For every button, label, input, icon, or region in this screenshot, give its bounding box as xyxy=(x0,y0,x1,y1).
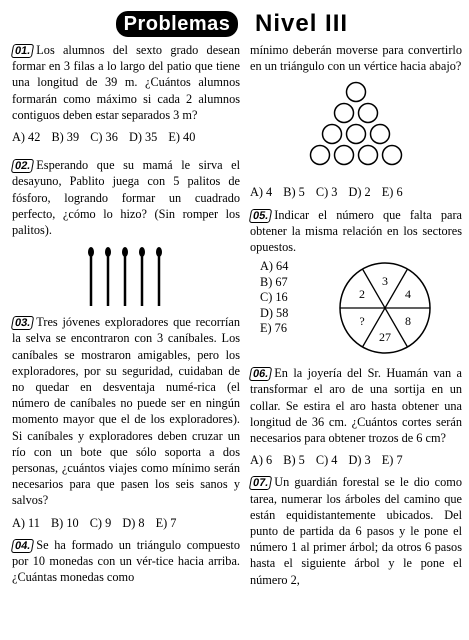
option-a: A) 42 xyxy=(12,130,41,145)
answer-options xyxy=(250,184,462,200)
option-a: A) 4 xyxy=(250,185,273,200)
coin xyxy=(359,146,378,165)
answer-options xyxy=(250,452,462,468)
problem-06 xyxy=(250,365,462,468)
matchstick-4 xyxy=(139,247,145,306)
option-a: A) 64 xyxy=(260,259,289,274)
problem-text: Los alumnos del sexto grado desean formar en 3 filas a lo largo del patio que tiene una longitud de 39 m. ¿Cuántos alumnos formarán como máximo si cada 2 alumnos contiguos deben estar separados 3 m? xyxy=(12,43,240,122)
wheel-sector-top-right: 4 xyxy=(405,287,411,302)
coin xyxy=(371,125,390,144)
option-b: B) 10 xyxy=(50,515,79,530)
problem-text: Indicar el número que falta para obtener la misma relación en los sectores opuestos. xyxy=(250,207,462,255)
problem-04 xyxy=(12,537,240,586)
wheel-sector-top-left: 2 xyxy=(359,287,365,302)
problem-07 xyxy=(250,474,462,587)
option-e: E) 76 xyxy=(260,321,287,336)
problem-text: Un guardián forestal se le dio como tarea, numerar los árboles del camino que están equidistantemente ubicados. Del punto de partida da 6 pasos y le pone el número 1 al primer árbol; da otros 6 pasos hasta el siguiente árbol y le pone el número 2, xyxy=(250,475,462,587)
coin xyxy=(311,146,330,165)
problem-03 xyxy=(12,314,240,531)
coin xyxy=(383,146,402,165)
problem-number: 04. xyxy=(11,539,35,553)
problem-02 xyxy=(12,157,240,308)
option-c: C) 4 xyxy=(315,453,338,468)
level-title: Nivel III xyxy=(255,10,349,37)
coin xyxy=(335,104,354,123)
option-e: E) 6 xyxy=(381,185,403,200)
option-c: C) 36 xyxy=(90,130,118,145)
option-d: D) 8 xyxy=(122,515,145,530)
problem-number: 06. xyxy=(249,367,273,381)
option-d: D) 3 xyxy=(348,453,371,468)
option-c: C) 3 xyxy=(315,185,338,200)
option-a: A) 11 xyxy=(12,515,40,530)
matchstick-2 xyxy=(105,247,111,306)
option-a: A) 6 xyxy=(250,453,273,468)
problem-text-continued: mínimo deberán moverse para convertirlo en un triángulo con un vértice hacia abajo? xyxy=(250,43,462,74)
matchstick-1 xyxy=(88,247,94,306)
option-b: B) 5 xyxy=(283,185,305,200)
option-d: D) 2 xyxy=(348,185,371,200)
matchstick-3 xyxy=(122,247,128,306)
option-e: E) 7 xyxy=(381,453,403,468)
option-e: E) 40 xyxy=(168,130,196,145)
answer-options xyxy=(12,515,240,531)
left-column xyxy=(12,42,240,585)
coins-triangle-figure xyxy=(291,80,421,180)
answer-options xyxy=(260,259,288,337)
wheel-sector-bottom: 27 xyxy=(379,330,391,345)
problem-text: En la joyería del Sr. Huamán van a transformar el aro de una sortija en un collar. Se estira el aro hasta obtener una longitud de 36 cm. ¿Cuántos cortes serán necesarios para obtener trozos de 6 cm? xyxy=(250,366,462,446)
option-b: B) 67 xyxy=(260,274,288,289)
problem-01 xyxy=(12,42,240,145)
coin xyxy=(359,104,378,123)
coin xyxy=(335,146,354,165)
problem-text: Esperando que su mamá le sirva el desayuno, Pablito juega con 5 palitos de fósforo, logrando formar un cuadrado perfecto, ¿cómo lo hizo? (Sin romper los palitos). xyxy=(12,158,240,238)
option-d: D) 58 xyxy=(260,305,289,320)
problem-number: 05. xyxy=(249,209,273,223)
option-e: E) 7 xyxy=(155,515,177,530)
option-b: B) 39 xyxy=(51,130,80,145)
problem-number: 01. xyxy=(11,44,35,58)
option-b: B) 5 xyxy=(283,453,305,468)
answer-options xyxy=(12,129,240,145)
wheel-sector-bottom-right: 8 xyxy=(405,314,411,329)
problem-number: 07. xyxy=(249,476,273,490)
wheel-sector-bottom-left: ? xyxy=(359,314,365,329)
matchsticks-figure xyxy=(81,246,171,308)
problem-number: 02. xyxy=(11,159,35,173)
problem-05 xyxy=(250,207,462,358)
problem-text: Se ha formado un triángulo compuesto por 10 monedas con un vér-tice hacia arriba. ¿Cuántas monedas como xyxy=(12,537,240,585)
option-c: C) 16 xyxy=(260,290,288,305)
coin xyxy=(323,125,342,144)
number-wheel-figure xyxy=(336,259,434,357)
problems-badge: Problemas xyxy=(116,11,238,37)
matchstick-5 xyxy=(156,247,162,306)
right-column xyxy=(250,42,462,588)
coin xyxy=(347,83,366,102)
problem-text: Tres jóvenes exploradores que recorrían la selva se encontraron con 3 caníbales. Los caníbales se mostraron amigables, pero los exploradores, por su seguridad, cuidaban de no quedar en desventaja numé-rica (el número de caníbales no puede ser en ningún momento mayor que el de los exploradores). Si caníbales y exploradores deben cruzar un río con un bote que sólo soporta a dos personas, ¿cuántos viajes como mínimo serán necesarios para que pasen los seis sanos y salvos? xyxy=(12,315,240,508)
option-d: D) 35 xyxy=(128,130,158,145)
problem-04-continued xyxy=(250,42,462,201)
wheel-sector-top: 3 xyxy=(382,274,388,289)
header xyxy=(0,5,469,39)
problem-number: 03. xyxy=(11,316,35,330)
option-c: C) 9 xyxy=(89,515,112,530)
coin xyxy=(347,125,366,144)
